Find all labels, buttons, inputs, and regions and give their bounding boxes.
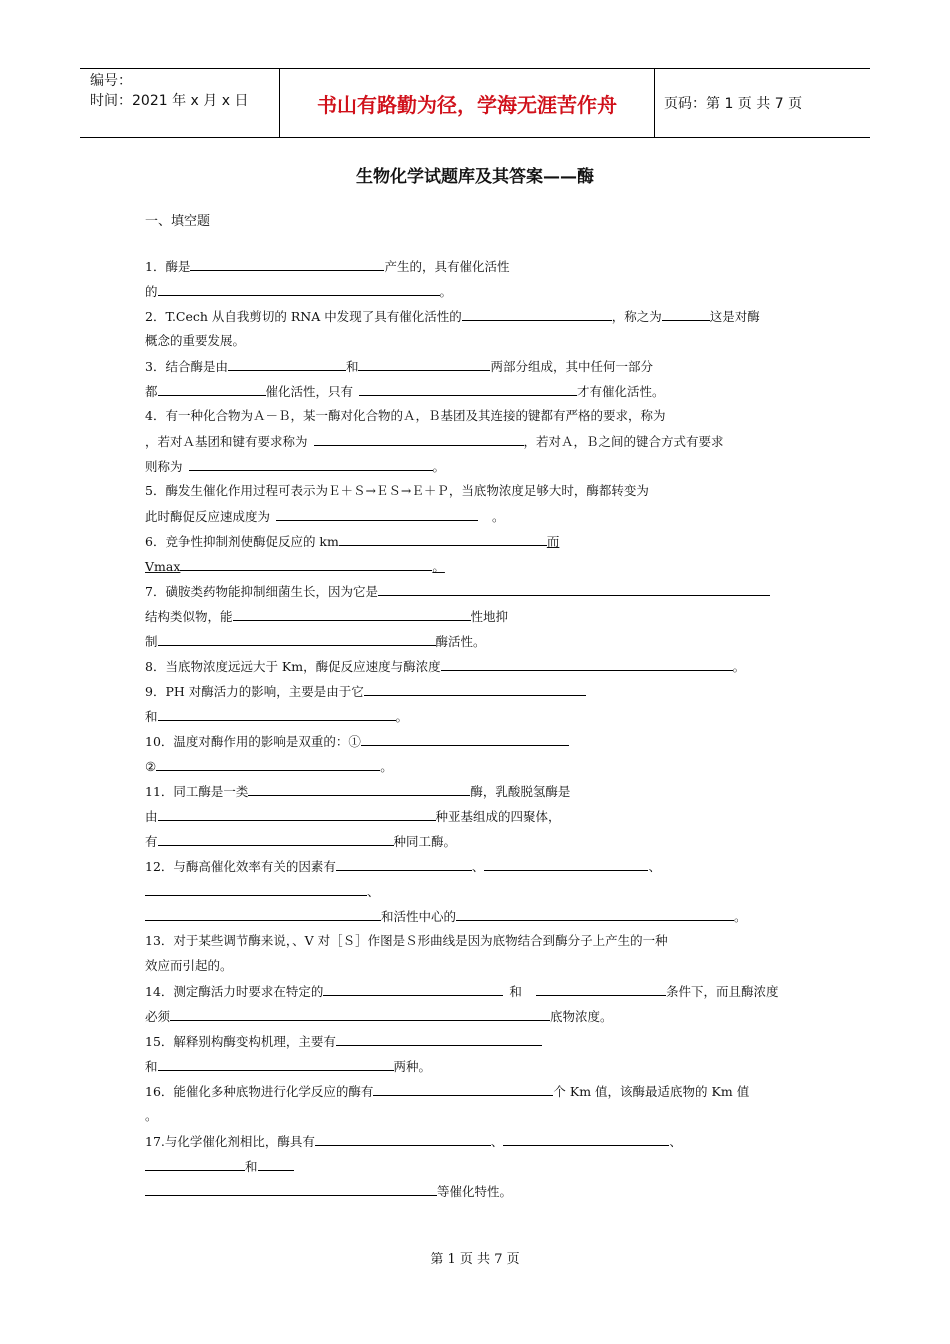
- question-line: ，若对Ａ基团和键有要求称为 ，若对Ａ，Ｂ之间的键合方式有要求: [145, 434, 724, 449]
- answer-blank[interactable]: [323, 982, 503, 996]
- question-line: 11．同工酶是一类 酶，乳酸脱氢酶是: [145, 784, 571, 799]
- answer-blank[interactable]: [361, 732, 569, 746]
- question-line: 有 种同工酶。: [145, 834, 457, 849]
- question-line: 由 种亚基组成的四聚体，: [145, 809, 561, 824]
- answer-blank[interactable]: [158, 707, 396, 721]
- answer-blank[interactable]: [258, 1157, 294, 1171]
- answer-blank[interactable]: [441, 657, 733, 671]
- answer-blank[interactable]: [373, 1082, 553, 1096]
- question-line: 和 两种。: [145, 1059, 432, 1074]
- question-line: 概念的重要发展。: [145, 333, 246, 348]
- answer-blank[interactable]: [378, 582, 770, 596]
- answer-blank[interactable]: [233, 607, 471, 621]
- header-table: [80, 68, 870, 138]
- answer-blank[interactable]: [189, 457, 433, 471]
- question-line: 2．T.Cech 从自我剪切的 RNA 中发现了具有催化活性的 ，称之为 这是对酶: [145, 309, 760, 324]
- answer-blank[interactable]: [536, 982, 666, 996]
- question-line: 。: [145, 1108, 158, 1123]
- question-line: 和 。: [145, 709, 409, 724]
- answer-blank[interactable]: [359, 382, 577, 396]
- question-line: 5．酶发生催化作用过程可表示为Ｅ＋Ｓ→ＥＳ→Ｅ＋Ｐ，当底物浓度足够大时，酶都转变为: [145, 483, 649, 498]
- page-info: 页码：第 1 页 共 7 页: [664, 96, 803, 112]
- number-label: 编号：: [90, 73, 132, 89]
- question-line: 1．酶是 产生的，具有催化活性: [145, 259, 510, 274]
- question-line: 、: [145, 882, 380, 901]
- question-line: 13．对于某些调节酶来说，、V 对［Ｓ］作图是Ｓ形曲线是因为底物结合到酶分子上产生的一种: [145, 933, 668, 948]
- question-line: 3．结合酶是由 和 两部分组成，其中任何一部分: [145, 359, 653, 374]
- question-line: 效应而引起的。: [145, 958, 233, 973]
- answer-blank[interactable]: [358, 357, 490, 371]
- answer-blank[interactable]: [364, 682, 586, 696]
- question-line: 7．磺胺类药物能抑制细菌生长，因为它是: [145, 582, 770, 601]
- question-line: 和活性中心的 。: [145, 907, 747, 926]
- answer-blank[interactable]: [248, 782, 470, 796]
- time-label: 时间：2021 年 x 月 x 日: [90, 93, 249, 109]
- question-line: 16．能催化多种底物进行化学反应的酶有 个 Km 值，该酶最适底物的 Km 值: [145, 1084, 750, 1099]
- question-line: 6．竞争性抑制剂使酶促反应的 km 而: [145, 534, 560, 549]
- motto: 书山有路勤为径，学海无涯苦作舟: [280, 69, 655, 137]
- question-line: 14．测定酶活力时要求在特定的 和 条件下，而且酶浓度: [145, 984, 779, 999]
- answer-blank[interactable]: [336, 1032, 542, 1046]
- question-line: 等催化特性。: [145, 1182, 512, 1201]
- question-line: 8．当底物浓度远远大于 Km，酶促反应速度与酶浓度 。: [145, 659, 746, 674]
- question-line: 12．与酶高催化效率有关的因素有 、 、: [145, 859, 661, 874]
- header-meta: [80, 69, 280, 137]
- answer-blank[interactable]: [158, 632, 436, 646]
- answer-blank[interactable]: [336, 857, 472, 871]
- answer-blank[interactable]: [456, 907, 734, 921]
- section-heading: 一、填空题: [145, 214, 211, 229]
- question-line: 17.与化学催化剂相比，酶具有 、 、: [145, 1134, 682, 1149]
- question-line: 4．有一种化合物为Ａ－Ｂ，某一酶对化合物的Ａ，Ｂ基团及其连接的键都有严格的要求，称为: [145, 408, 666, 423]
- answer-blank[interactable]: [228, 357, 346, 371]
- answer-blank[interactable]: [484, 857, 648, 871]
- question-line: 9．PH 对酶活力的影响，主要是由于它: [145, 682, 586, 701]
- answer-blank[interactable]: [158, 382, 266, 396]
- page-footer: 第 1 页 共 7 页: [430, 1252, 520, 1267]
- answer-blank[interactable]: [190, 257, 384, 271]
- question-line: 的 。: [145, 284, 453, 299]
- answer-blank[interactable]: [145, 907, 381, 921]
- answer-blank[interactable]: [276, 507, 478, 521]
- answer-blank[interactable]: [156, 757, 380, 771]
- answer-blank[interactable]: [145, 882, 367, 896]
- question-line: 都 催化活性，只有 才有催化活性。: [145, 384, 665, 399]
- answer-blank[interactable]: [158, 807, 436, 821]
- answer-blank[interactable]: [170, 1007, 550, 1021]
- answer-blank[interactable]: [339, 532, 547, 546]
- question-line: Vmax 。: [145, 559, 445, 574]
- question-line: ② 。: [145, 759, 393, 774]
- question-line: 必须 底物浓度。: [145, 1009, 613, 1024]
- answer-blank[interactable]: [180, 557, 432, 571]
- answer-blank[interactable]: [503, 1132, 669, 1146]
- answer-blank[interactable]: [662, 307, 710, 321]
- answer-blank[interactable]: [315, 1132, 491, 1146]
- answer-blank[interactable]: [462, 307, 612, 321]
- answer-blank[interactable]: [158, 832, 394, 846]
- answer-blank[interactable]: [158, 1057, 394, 1071]
- question-line: 和: [145, 1157, 294, 1176]
- answer-blank[interactable]: [314, 432, 524, 446]
- answer-blank[interactable]: [145, 1157, 245, 1171]
- question-line: 则称为 。: [145, 459, 446, 474]
- question-line: 此时酶促反应速成度为 。: [145, 509, 505, 524]
- page-title: 生物化学试题库及其答案——酶: [356, 167, 594, 187]
- question-line: 结构类似物，能 性地抑: [145, 609, 509, 624]
- question-line: 10．温度对酶作用的影响是双重的：①: [145, 732, 569, 751]
- question-line: 制 酶活性。: [145, 634, 486, 649]
- answer-blank[interactable]: [158, 282, 440, 296]
- answer-blank[interactable]: [145, 1182, 437, 1196]
- question-line: 15．解释别构酶变构机理，主要有: [145, 1032, 542, 1051]
